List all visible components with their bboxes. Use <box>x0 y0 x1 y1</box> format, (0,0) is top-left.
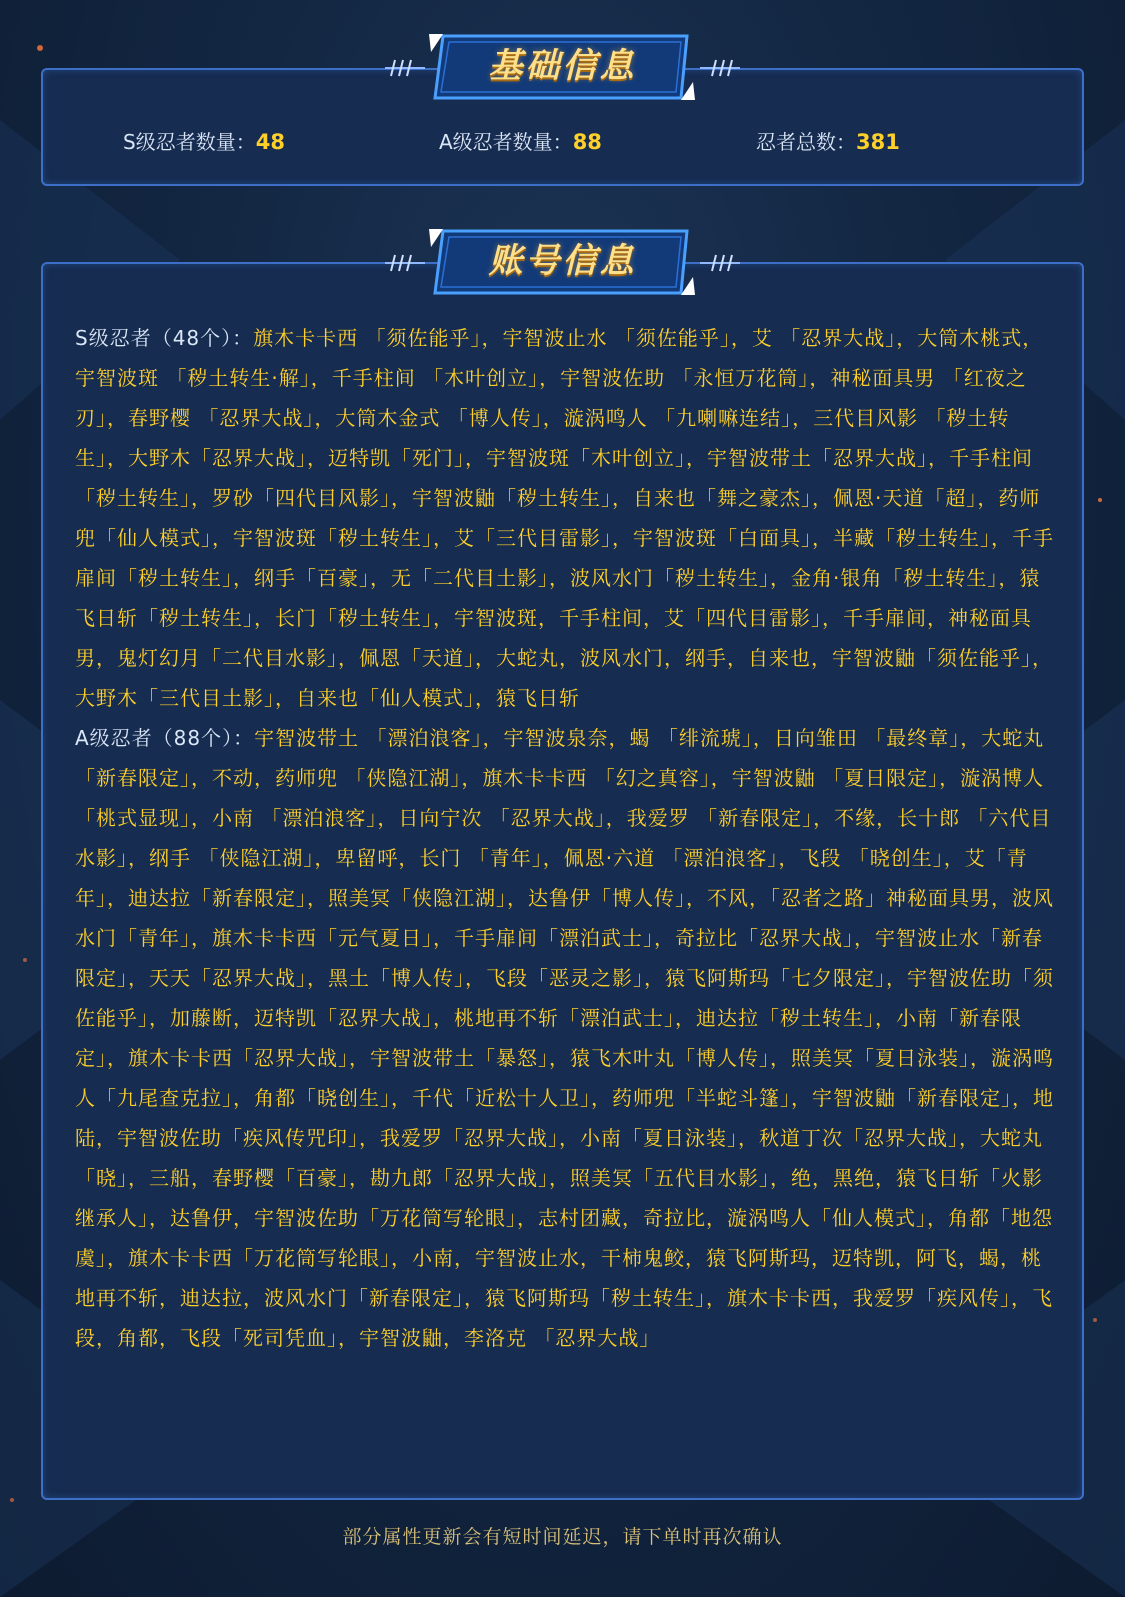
a-ninja-count <box>439 126 602 155</box>
s-ninja-count-value: 48 <box>255 130 285 154</box>
a-ninja-count-label: A级忍者数量： <box>439 130 573 154</box>
s-ninja-count <box>123 126 285 155</box>
s-ninja-list-text: 旗木卡卡西 「须佐能乎」，宇智波止水 「须佐能乎」，艾 「忍界大战」，大筒木桃式，宇智波斑 「秽土转生·解」，千手柱间 「木叶创立」，宇智波佐助 「永恒万花筒」，神秘面具男 「红夜之刃」，春野樱 「忍界大战」，大筒木金式 「博人传」，漩涡鸣人 「九喇嘛连结」，三代目风影 「秽土转生」，大野木「忍界大战」，迈特凯「死门」，宇智波斑「木叶创立」，宇智波带土「忍界大战」，千手柱间「秽土转生」，罗砂「四代目风影」，宇智波鼬「秽土转生」，自来也「舞之豪杰」，佩恩·天道「超」，药师兜「仙人模式」，宇智波斑「秽土转生」，艾「三代目雷影」，宇智波斑「白面具」，半藏「秽土转生」，千手扉间「秽土转生」，纲手「百豪」，无「二代目土影」，波风水门「秽土转生」，金角·银角「秽土转生」，猿飞日斩「秽土转生」，长门「秽土转生」，宇智波斑，千手柱间，艾「四代目雷影」，千手扉间，神秘面具男，鬼灯幻月「二代目水影」，佩恩「天道」，大蛇丸，波风水门，纲手，自来也，宇智波鼬「须佐能乎」，大野木「三代目土影」，自来也「仙人模式」，猿飞日斩 <box>75 326 1054 710</box>
total-ninja-count-label: 忍者总数： <box>756 130 856 154</box>
account-info-banner <box>385 227 740 297</box>
basic-info-banner <box>385 32 740 102</box>
account-ninja-list <box>75 318 1060 1358</box>
total-ninja-count-value: 381 <box>856 130 900 154</box>
s-ninja-count-label: S级忍者数量： <box>123 130 256 154</box>
a-ninja-list-label: A级忍者（88个）： <box>75 726 255 750</box>
account-info-title: 账号信息 <box>488 241 637 281</box>
s-ninja-list <box>75 318 1060 718</box>
stats-row <box>43 126 1082 162</box>
a-ninja-list <box>75 718 1060 1358</box>
a-ninja-count-value: 88 <box>572 130 602 154</box>
footer-note: 部分属性更新会有短时间延迟，请下单时再次确认 <box>342 1526 783 1548</box>
basic-info-title: 基础信息 <box>488 46 637 86</box>
a-ninja-list-text: 宇智波带土 「漂泊浪客」，宇智波泉奈，蝎 「绯流琥」，日向雏田 「最终章」，大蛇丸 「新春限定」，不动，药师兜 「侠隐江湖」，旗木卡卡西 「幻之真容」，宇智波鼬 「夏日限定」，漩涡博人「桃式显现」，小南 「漂泊浪客」，日向宁次 「忍界大战」，我爱罗 「新春限定」，不缘，长十郎 「六代目水影」，纲手 「侠隐江湖」，卑留呼，长门 「青年」，佩恩·六道 「漂泊浪客」，飞段 「晓创生」，艾「青年」，迪达拉「新春限定」，照美冥「侠隐江湖」，达鲁伊「博人传」，不风，「忍者之路」神秘面具男，波风水门「青年」，旗木卡卡西「元气夏日」，千手扉间「漂泊武士」，奇拉比「忍界大战」，宇智波止水「新春限定」，天天「忍界大战」，黑土「博人传」，飞段「恶灵之影」，猿飞阿斯玛「七夕限定」，宇智波佐助「须佐能乎」，加藤断，迈特凯「忍界大战」，桃地再不斩「漂泊武士」，迪达拉「秽土转生」，小南「新春限定」，旗木卡卡西「忍界大战」，宇智波带土「暴怒」，猿飞木叶丸「博人传」，照美冥「夏日泳装」，漩涡鸣人「九尾查克拉」，角都「晓创生」，千代「近松十人卫」，药师兜「半蛇斗篷」，宇智波鼬「新春限定」，地陆，宇智波佐助「疾风传咒印」，我爱罗「忍界大战」，小南「夏日泳装」，秋道丁次「忍界大战」，大蛇丸「晓」，三船，春野樱「百豪」，勘九郎「忍界大战」，照美冥「五代目水影」，绝，黑绝，猿飞日斩「火影继承人」，达鲁伊，宇智波佐助「万花筒写轮眼」，志村团藏，奇拉比，漩涡鸣人「仙人模式」，角都「地怨虞」，旗木卡卡西「万花筒写轮眼」，小南，宇智波止水，干柿鬼鲛，猿飞阿斯玛，迈特凯，阿飞，蝎，桃地再不斩，迪达拉，波风水门「新春限定」，猿飞阿斯玛「秽土转生」，旗木卡卡西，我爱罗「疾风传」，飞段，角都，飞段「死司凭血」，宇智波鼬，李洛克 「忍界大战」 <box>75 726 1054 1350</box>
total-ninja-count <box>756 126 900 155</box>
account-info-panel <box>41 262 1084 1500</box>
s-ninja-list-label: S级忍者（48个）： <box>75 326 254 350</box>
